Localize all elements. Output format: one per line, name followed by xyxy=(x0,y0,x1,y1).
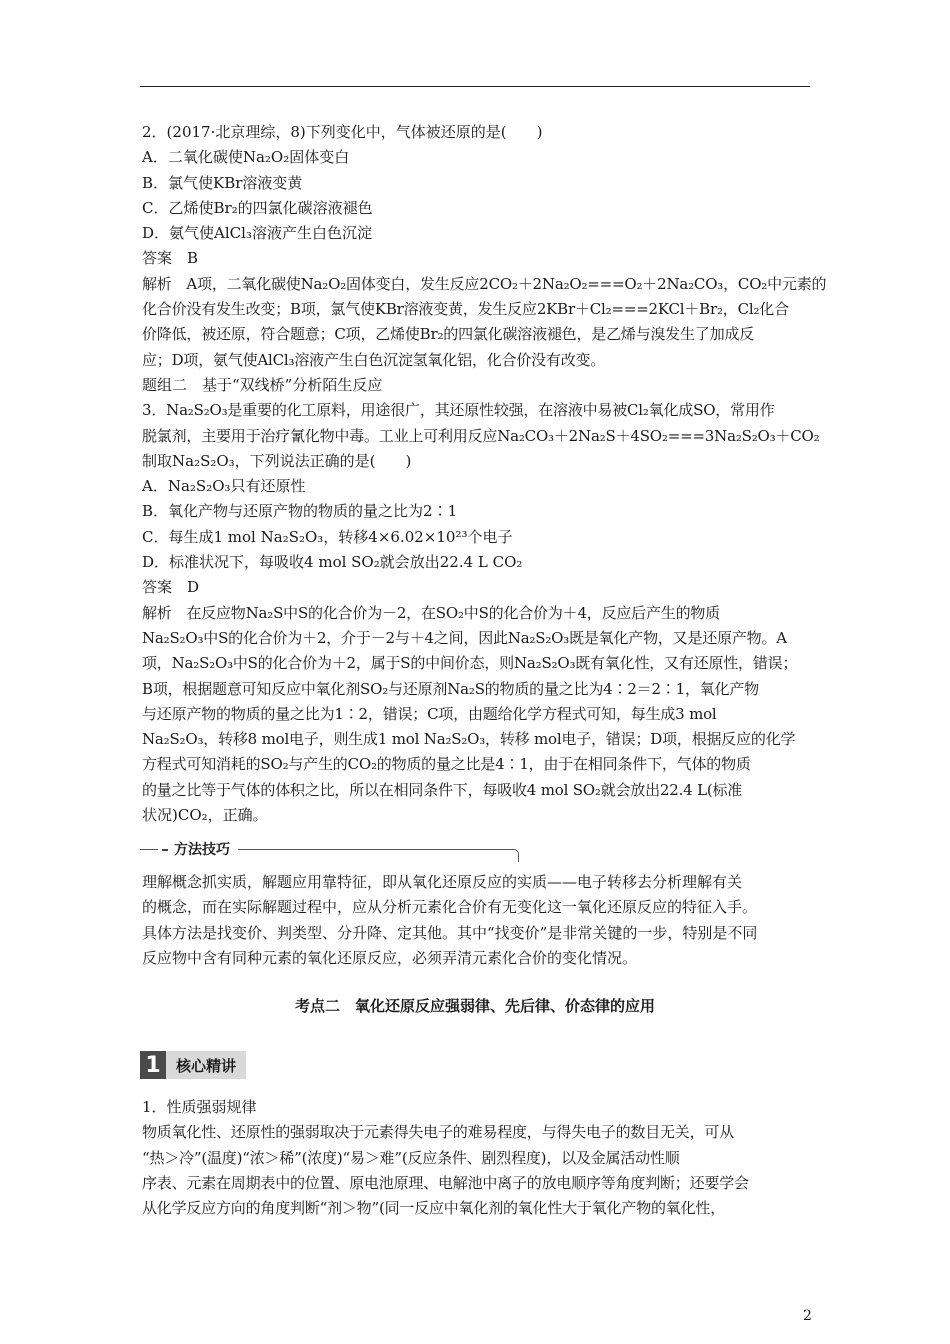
question-2 xyxy=(142,120,827,828)
q3-option-d: D．标准状况下，每吸收4 mol SO₂就会放出22.4 L CO₂ xyxy=(142,553,523,572)
q3-analysis-line: Na₂S₂O₃中S的化合价为＋2，介于－2与＋4之间，因此Na₂S₂O₃既是氧化产物，又是还原产物。A xyxy=(142,628,787,647)
rule-1-text-line: 从化学反应方向的角度判断“剂＞物”(同一反应中氧化剂的氧化性大于氧化产物的氧化性， xyxy=(142,1199,725,1218)
rule-1-text-line: 序表、元素在周期表中的位置、原电池原理、电解池中离子的放电顺序等角度判断；还要学会 xyxy=(142,1173,749,1192)
q3-analysis-line: Na₂S₂O₃，转移8 mol电子，则生成1 mol Na₂S₂O₃，转移 mol电子，错误；D项，根据反应的化学 xyxy=(142,730,796,749)
q2-option-c: C．乙烯使Br₂的四氯化碳溶液褪色 xyxy=(142,198,373,217)
q3-option-a: A．Na₂S₂O₃只有还原性 xyxy=(142,477,306,496)
method-tips-text: 方法技巧 xyxy=(174,842,230,858)
q2-answer: 答案 B xyxy=(142,249,199,268)
page-number: 2 xyxy=(803,1308,812,1324)
rule-1-title: 1．性质强弱规律 xyxy=(142,1098,257,1116)
q3-option-b: B．氧化产物与还原产物的物质的量之比为2∶1 xyxy=(142,502,458,521)
q3-stem-line: 制取Na₂S₂O₃，下列说法正确的是( ) xyxy=(142,451,412,470)
q3-analysis-line: 状况)CO₂，正确。 xyxy=(142,806,268,825)
rule-1 xyxy=(142,1095,810,1221)
method-tips-label xyxy=(158,839,238,859)
core-badge xyxy=(140,1051,246,1079)
q3-analysis-line: 方程式可知消耗的SO₂与产生的CO₂的物质的量之比是4∶1，由于在相同条件下，气体的物质 xyxy=(142,755,751,774)
method-text-line: 具体方法是找变价、判类型、分升降、定其他。其中“找变价”是非常关键的一步，特别是不同 xyxy=(142,923,758,942)
method-text-line: 反应物中含有同种元素的氧化还原反应，必须弄清元素化合价的变化情况。 xyxy=(142,948,638,967)
rule-1-text-line: “热＞冷”(温度)“浓＞稀”(浓度)“易＞难”(反应条件、剧烈程度)，以及金属活动性顺 xyxy=(142,1148,680,1167)
q3-analysis-line: 的量之比等于气体的体积之比，所以在相同条件下，每吸收4 mol SO₂就会放出22.4 L(标准 xyxy=(142,780,743,799)
q3-stem-line: 脱氯剂，主要用于治疗氰化物中毒。工业上可利用反应Na₂CO₃＋2Na₂S＋4SO₂===3Na₂S₂O₃＋CO₂ xyxy=(142,426,820,445)
method-tips-header xyxy=(140,843,520,861)
q2-analysis-line: 解析 A项，二氧化碳使Na₂O₂固体变白，发生反应2CO₂＋2Na₂O₂===O₂＋2Na₂CO₃，CO₂中元素的 xyxy=(142,274,827,293)
q3-answer: 答案 D xyxy=(142,578,200,597)
bullet-icon xyxy=(162,849,168,851)
q3-analysis-line: B项，根据题意可知反应中氧化剂SO₂与还原剂Na₂S的物质的量之比为4∶2＝2∶1，氧化产物 xyxy=(142,679,759,698)
q3-analysis-line: 解析 在反应物Na₂S中S的化合价为－2，在SO₂中S的化合价为＋4，反应后产生的物质 xyxy=(142,603,720,622)
core-badge-number: 1 xyxy=(140,1051,166,1079)
q3-stem-line: 3．Na₂S₂O₃是重要的化工原料，用途很广，其还原性较强，在溶液中易被Cl₂氧化成SO，常用作 xyxy=(142,401,775,420)
q3-option-c: C．每生成1 mol Na₂S₂O₃，转移4×6.02×10²³个电子 xyxy=(142,527,513,546)
rule-1-text-line: 物质氧化性、还原性的强弱取决于元素得失电子的难易程度，与得失电子的数目无关，可从 xyxy=(142,1123,735,1142)
q2-option-d: D．氨气使AlCl₃溶液产生白色沉淀 xyxy=(142,224,372,243)
q3-analysis-line: 与还原产物的物质的量之比为1∶2，错误；C项，由题给化学方程式可知，每生成3 mol xyxy=(142,704,717,723)
group-2-title: 题组二 基于“双线桥”分析陌生反应 xyxy=(142,375,383,394)
q2-analysis-line: 应；D项，氨气使AlCl₃溶液产生白色沉淀氢氧化铝，化合价没有改变。 xyxy=(142,350,606,369)
core-badge-label: 核心精讲 xyxy=(176,1056,237,1075)
header-rule xyxy=(140,86,810,87)
method-text-line: 理解概念抓实质，解题应用靠特征，即从氧化还原反应的实质——电子转移去分析理解有关 xyxy=(142,873,743,891)
q2-stem: 2．(2017·北京理综，8)下列变化中，气体被还原的是( ) xyxy=(142,123,543,141)
method-tips-body xyxy=(142,870,810,971)
method-text-line: 的概念，而在实际解题过程中，应从分析元素化合价有无变化这一氧化还原反应的特征入手。 xyxy=(142,898,758,917)
q2-analysis-line: 化合价没有发生改变；B项，氯气使KBr溶液变黄，发生反应2KBr＋Cl₂===2KCl＋Br₂，Cl₂化合 xyxy=(142,300,789,319)
q3-analysis-line: 项，Na₂S₂O₃中S的化合价为＋2，属于S的中间价态，则Na₂S₂O₃既有氧化性，又有还原性，错误； xyxy=(142,654,798,673)
q2-option-b: B．氯气使KBr溶液变黄 xyxy=(142,173,303,192)
q2-option-a: A．二氧化碳使Na₂O₂固体变白 xyxy=(142,148,350,167)
section-title: 考点二 氧化还原反应强弱律、先后律、价态律的应用 xyxy=(294,997,655,1015)
q2-analysis-line: 价降低，被还原，符合题意；C项，乙烯使Br₂的四氯化碳溶液褪色，是乙烯与溴发生了加成反 xyxy=(142,325,755,344)
